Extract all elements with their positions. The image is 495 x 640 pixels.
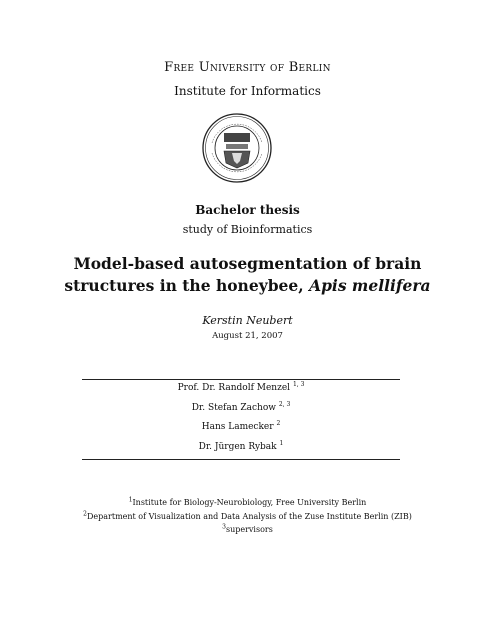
- bottom-rule: [82, 459, 400, 460]
- thesis-date: August 21, 2007: [212, 331, 283, 341]
- footnote-mark: 1: [128, 496, 133, 504]
- supervisor-name: Dr. Jürgen Rybak: [198, 441, 277, 452]
- footnote: [0, 498, 495, 512]
- footnote-mark: 2: [83, 509, 87, 517]
- institute-name: Institute for Informatics: [174, 84, 321, 98]
- footnote: [0, 509, 495, 526]
- supervisor-list: [82, 383, 400, 461]
- footnote-mark: 3: [222, 523, 226, 531]
- thesis-title-line-2: [0, 276, 495, 295]
- top-rule: [82, 379, 400, 380]
- thesis-title-line-2-prefix: structures in the honeybee,: [64, 276, 310, 295]
- university-name: Free University of Berlin: [164, 60, 331, 75]
- supervisor-marks: 2: [276, 420, 281, 427]
- supervisor-item: [82, 400, 400, 423]
- footnote-text: supervisors: [225, 525, 273, 534]
- footnote-text: Department of Visualization and Data Analysis of the Zuse Institute Berlin (ZIB): [87, 511, 412, 521]
- thesis-title-line-1: Model-based autosegmentation of brain: [73, 254, 422, 273]
- supervisor-marks: 1, 3: [292, 381, 305, 388]
- footnote-text: Institute for Biology-Neurobiology, Free University Berlin: [132, 498, 367, 507]
- footnotes: [0, 498, 495, 539]
- thesis-title-species: Apis mellifera: [309, 276, 431, 295]
- supervisor-marks: 2, 3: [278, 400, 291, 408]
- footnote: [0, 525, 495, 539]
- supervisor-name: Hans Lamecker: [201, 422, 274, 432]
- study-program: study of Bioinformatics: [182, 223, 313, 236]
- university-seal: [202, 113, 272, 183]
- supervisor-item: [82, 383, 400, 403]
- supervisor-item: [82, 422, 400, 442]
- supervisor-marks: 1: [279, 439, 284, 447]
- author-name: Kerstin Neubert: [202, 314, 293, 327]
- thesis-type: Bachelor thesis: [195, 203, 300, 217]
- supervisor-name: Prof. Dr. Randolf Menzel: [177, 383, 291, 393]
- supervisor-name: Dr. Stefan Zachow: [191, 402, 276, 413]
